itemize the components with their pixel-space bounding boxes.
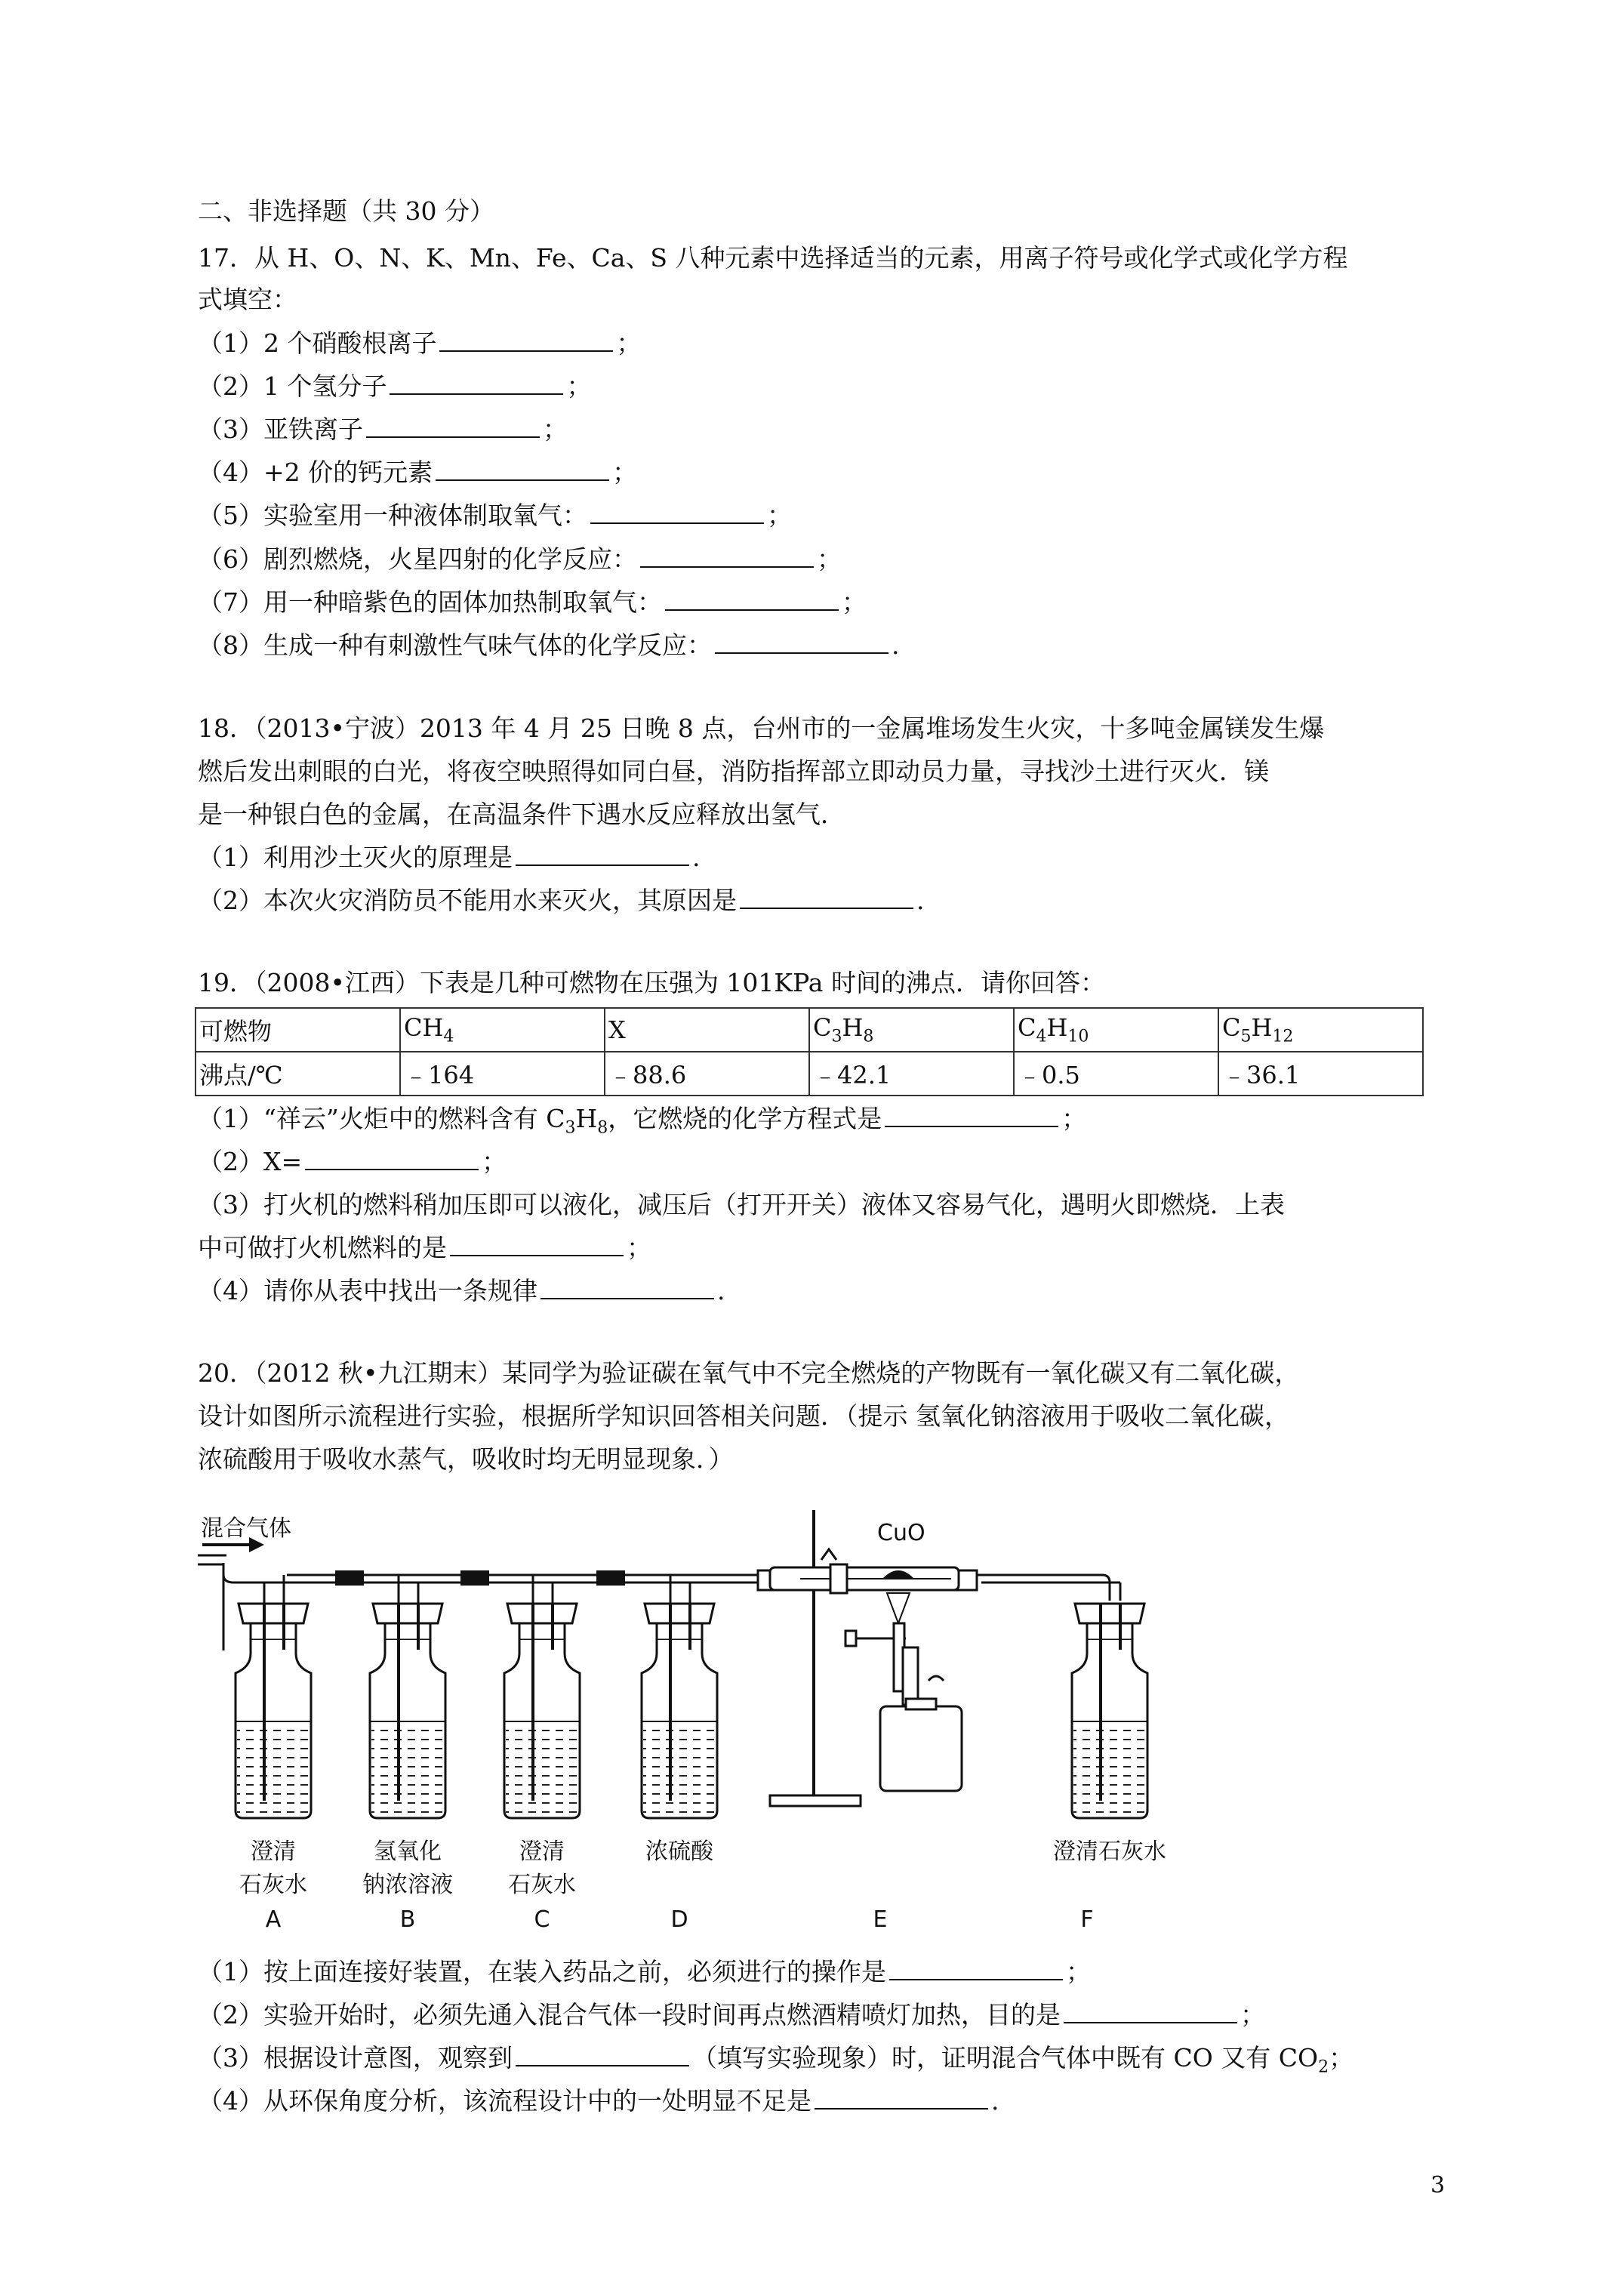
- bottle-d-letter: D: [670, 1906, 688, 1933]
- q18-stem-line1: 18．（2013•宁波）2013 年 4 月 25 日晚 8 点，台州市的一金属堆场发生火灾，十多吨金属镁发生爆: [198, 713, 1325, 743]
- bottle-b-letter: B: [399, 1906, 416, 1933]
- table-cell: ﹣88.6: [605, 1052, 809, 1096]
- bottle-c-letter: C: [534, 1906, 550, 1933]
- q18-item-2: （2）本次火灾消防员不能用水来灭火，其原因是 .: [198, 886, 925, 915]
- q20-item-1: （1）按上面连接好装置，在装入药品之前，必须进行的操作是 ；: [198, 1957, 1091, 1986]
- apparatus-e-letter: E: [873, 1906, 888, 1933]
- bottle-d-label-1: 浓硫酸: [645, 1838, 713, 1865]
- q17-item-7: （7）用一种暗紫色的固体加热制取氧气： ；: [198, 587, 867, 617]
- bottle-a-label-2: 石灰水: [239, 1872, 307, 1898]
- q19-item-1: （1）“祥云”火炬中的燃料含有 $C_3H_8$，它燃烧的化学方程式是 ；: [198, 1104, 1087, 1138]
- q19-stem: 19．（2008•江西）下表是几种可燃物在压强为 101KPa 时间的沸点．请你回答：: [198, 968, 1105, 997]
- q20-item-2: （2）实验开始时，必须先通入混合气体一段时间再点燃酒精喷灯加热，目的是 ；: [198, 2000, 1265, 2029]
- q19-item-2: （2）X= ；: [198, 1147, 507, 1176]
- bottle-a-label-1: 澄清: [251, 1838, 296, 1865]
- q20-item-4: （4）从环保角度分析，该流程设计中的一处明显不足是 .: [198, 2086, 999, 2116]
- bottle-b-label-1: 氢氧化: [374, 1838, 442, 1865]
- bottle-b-label-2: 钠浓溶液: [362, 1872, 453, 1898]
- cuo-label: CuO: [877, 1520, 925, 1546]
- q17-item-3: （3）亚铁离子 ；: [198, 415, 568, 444]
- bottle-c-label-2: 石灰水: [508, 1872, 576, 1898]
- q19-item-4: （4）请你从表中找出一条规律 .: [198, 1276, 725, 1305]
- answer-blank[interactable]: [1064, 1999, 1237, 2023]
- table-cell: $CH_4$: [400, 1008, 605, 1052]
- bottle-f-label-1: 澄清石灰水: [1053, 1838, 1166, 1865]
- bottle-c-label-1: 澄清: [519, 1838, 565, 1865]
- table-cell: ﹣0.5: [1014, 1052, 1218, 1096]
- q18-item-1: （1）利用沙土灭火的原理是 .: [198, 843, 701, 872]
- answer-blank[interactable]: [815, 2085, 988, 2110]
- section-title: 二、非选择题（共 30 分）: [198, 196, 494, 226]
- table-cell: $C_5H_{12}$: [1218, 1008, 1423, 1052]
- table-cell: $C_4H_{10}$: [1014, 1008, 1218, 1052]
- q17-item-2: （2）1 个氢分子 ；: [198, 371, 592, 401]
- table-cell: 沸点/℃: [196, 1052, 400, 1096]
- table-cell: 可燃物: [196, 1008, 400, 1052]
- q19-item-3-line1: （3）打火机的燃料稍加压即可以液化，减压后（打开开关）液体又容易气化，遇明火即燃烧．上表: [198, 1190, 1285, 1219]
- page-number: 3: [1431, 2172, 1446, 2199]
- q20-stem-line2: 设计如图所示流程进行实验，根据所学知识回答相关问题．（提示 氢氧化钠溶液用于吸收二氧化碳，: [198, 1401, 1289, 1431]
- q17-item-4: （4）+2 价的钙元素 ；: [198, 458, 638, 487]
- table-cell: $C_3H_8$: [809, 1008, 1014, 1052]
- q20-stem-line3: 浓硫酸用于吸收水蒸气，吸收时均无明显现象．）: [198, 1444, 734, 1474]
- q17-item-1: （1）2 个硝酸根离子 ；: [198, 328, 642, 358]
- q20-stem-line1: 20．（2012 秋•九江期末）某同学为验证碳在氧气中不完全燃烧的产物既有一氧化碳又有二氧化碳，: [198, 1358, 1300, 1388]
- table-cell: ﹣42.1: [809, 1052, 1014, 1096]
- q18-stem-line2: 燃后发出刺眼的白光，将夜空映照得如同白昼，消防指挥部立即动员力量，寻找沙土进行灭火．镁: [198, 757, 1269, 786]
- q20-item-3: （3）根据设计意图，观察到 （填写实验现象）时，证明混合气体中既有 CO 又有 $CO_2$；: [198, 2043, 1354, 2077]
- gas-label: 混合气体: [201, 1515, 291, 1542]
- q17-item-5: （5）实验室用一种液体制取氧气： ；: [198, 501, 792, 530]
- q19-item-3-line2: 中可做打火机燃料的是 ；: [198, 1233, 651, 1262]
- bottle-f-letter: F: [1080, 1906, 1094, 1933]
- q18-stem-line3: 是一种银白色的金属，在高温条件下遇水反应释放出氢气．: [198, 800, 845, 829]
- table-cell: ﹣36.1: [1218, 1052, 1423, 1096]
- q17-stem-line1: 17．从 H、O、N、K、Mn、Fe、Ca、S 八种元素中选择适当的元素，用离子符号或化学式或化学方程: [198, 243, 1348, 273]
- q17-item-6: （6）剧烈燃烧，火星四射的化学反应： ；: [198, 544, 842, 574]
- q17-item-8: （8）生成一种有刺激性气味气体的化学反应： .: [198, 630, 900, 660]
- answer-blank[interactable]: [516, 2042, 689, 2066]
- q17-stem-line2: 式填空：: [198, 285, 297, 314]
- bottle-a-letter: A: [265, 1906, 282, 1933]
- answer-blank[interactable]: [889, 1956, 1063, 1980]
- table-cell: X: [605, 1008, 809, 1052]
- table-cell: ﹣164: [400, 1052, 605, 1096]
